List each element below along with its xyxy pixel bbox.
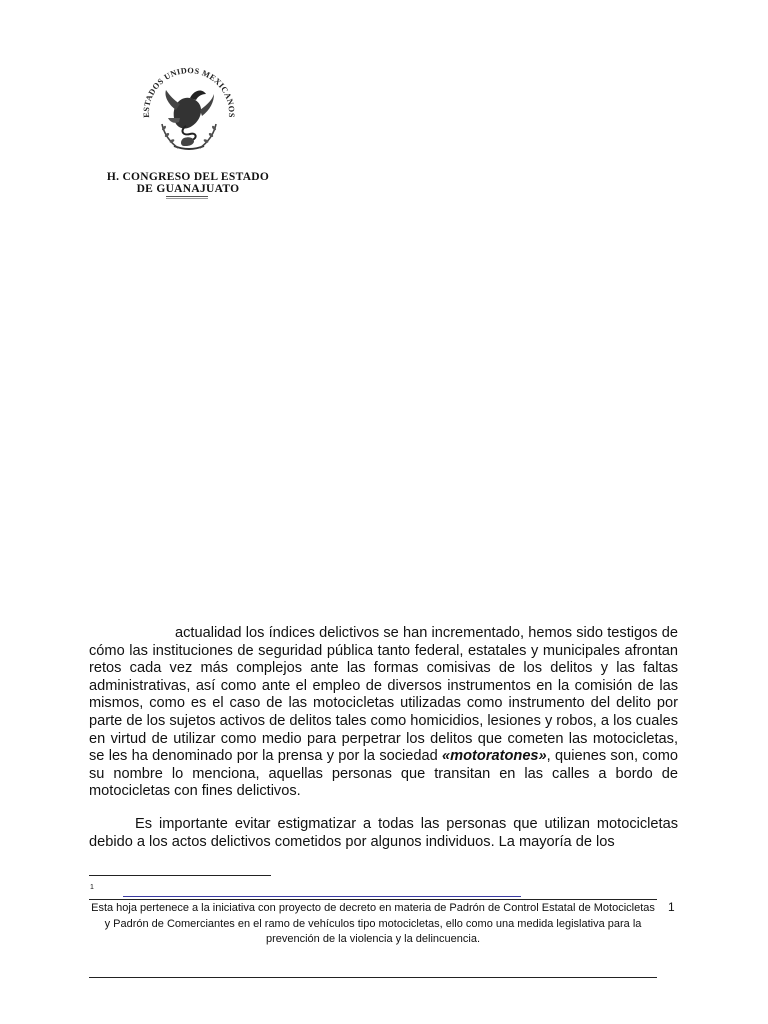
footer-note: Esta hoja pertenece a la iniciativa con proyecto de decreto en materia de Padrón de Control Estatal de Motocicletas y Padrón de Comerciantes en el ramo de vehículos tipo motocicletas, ello como una medida legislativa para la prevención de la violencia y la delincuencia. — [91, 902, 655, 945]
congress-underline-secondary — [166, 198, 208, 199]
svg-text:ESTADOS UNIDOS MEXICANOS: ESTADOS UNIDOS MEXICANOS — [141, 66, 237, 119]
congress-underline — [166, 196, 208, 197]
congress-line-2: DE GUANAJUATO — [136, 183, 240, 195]
paragraph-1 — [89, 625, 678, 801]
emphasized-term: «motoratones» — [442, 748, 547, 765]
congress-line-1: H. CONGRESO DEL ESTADO — [106, 171, 270, 183]
footer-bottom-rule — [89, 977, 657, 978]
footnote-separator — [89, 875, 271, 876]
paragraph-1-text-b: , quienes son, como su nombre lo menciona, aquellas personas que transitan en las calles a bordo de motocicletas con fines delictivos. — [89, 748, 678, 800]
coat-of-arms-seal — [134, 60, 244, 170]
footer-top-rule — [89, 899, 657, 900]
document-body — [89, 625, 678, 851]
paragraph-2: Es importante evitar estigmatizar a todas las personas que utilizan motocicletas debido a los actos delictivos cometidos por algunos individuos. La mayoría de los — [89, 815, 678, 850]
page-number: 1 — [668, 900, 675, 914]
footnote-link-underline[interactable] — [123, 896, 521, 897]
footnote-marker: 1 — [90, 884, 94, 891]
paragraph-1-text-a: actualidad los índices delictivos se han incrementado, hemos sido testigos de cómo las instituciones de seguridad pública tanto federal, estatales y municipales afrontan retos cada vez más complejos ante las formas comisivas de los delitos y las faltas administrativas, así como ante el empleo de diversos instrumentos en la comisión de las mismos, como es el caso de las motocicletas utilizadas como instrumento del delito por parte de los sujetos activos de delitos tales como homicidios, lesiones y robos, a los cuales en virtud de utilizar como medio para perpetrar los delitos que cometen las motocicletas, se les ha denominado por la prensa y por la sociedad — [89, 625, 678, 765]
congress-heading — [96, 171, 280, 195]
